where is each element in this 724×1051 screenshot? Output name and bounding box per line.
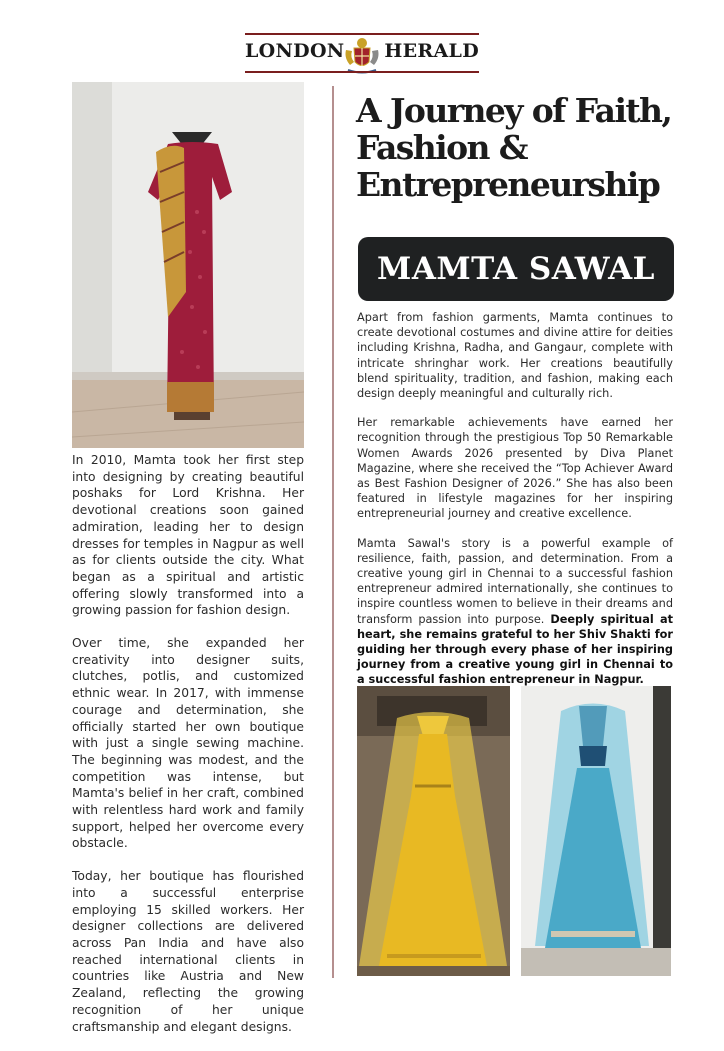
headline-line-1: A Journey of Faith, bbox=[356, 91, 672, 130]
headline-line-3: Entrepreneurship bbox=[356, 165, 660, 204]
blue-lehenga-photo bbox=[521, 686, 671, 976]
left-paragraph-2: Over time, she expanded her creativity into designer suits, clutches, potlis, and customized ethnic wear. In 2017, with immense courage and determination, she officially started her own boutique with just a single sewing machine. The beginning was modest, and the competition was intense, but Mamta's belief in her craft, combined with relentless hard work and family support, helped her overcome every obstacle. bbox=[72, 636, 304, 851]
right-paragraph-2: Her remarkable achievements have earned her recognition through the prestigious Top 50 Remarkable Women Awards 2026 presented by Diva Planet Magazine, where she received the “Top Achiever Award as Best Fashion Designer of 2026.” She has also been featured in lifestyle magazines for her inspiring entrepreneurial journey and creative excellence. bbox=[357, 416, 673, 521]
right-paragraph-1: Apart from fashion garments, Mamta continues to create devotional costumes and divine attire for deities including Krishna, Radha, and Gangaur, complete with intricate shringhar work. Her creations beautifully blend spirituality, tradition, and fashion, making each design deeply meaningful and culturally rich. bbox=[357, 311, 673, 401]
article-headline bbox=[356, 92, 696, 203]
royal-coat-of-arms-icon bbox=[340, 32, 384, 76]
yellow-gown-photo bbox=[357, 686, 510, 976]
masthead-title-left: LONDON bbox=[245, 40, 345, 62]
headline-line-2: Fashion & bbox=[356, 128, 527, 167]
name-badge bbox=[358, 237, 674, 301]
saree-photo bbox=[72, 82, 304, 448]
left-paragraph-1: In 2010, Mamta took her first step into designing by creating beautiful poshaks for Lord Krishna. Her devotional creations soon gained admiration, leading her to design dresses for temples in Nagpur as well as for clients outside the city. What began as a spiritual and artistic offering slowly transformed into a growing passion for fashion design. bbox=[72, 453, 304, 618]
masthead-bottom-rule bbox=[245, 71, 479, 73]
masthead-title-right: HERALD bbox=[384, 40, 479, 62]
left-column-text bbox=[72, 452, 304, 1051]
right-paragraph-3 bbox=[357, 536, 673, 688]
right-column-text bbox=[357, 310, 673, 702]
name-badge-label: MAMTA SAWAL bbox=[377, 251, 655, 287]
left-paragraph-3: Today, her boutique has flourished into a successful enterprise employing 15 skilled workers. Her designer collections are delivered across Pan India and have also reached international clients in countries like Austria and New Zealand, reflecting the growing recognition of her unique craftsmanship and elegant designs. bbox=[72, 869, 304, 1034]
right-paragraph-3-bold: Deeply spiritual at heart, she remains grateful to her Shiv Shakti for guiding her through every phase of her inspiring journey from a creative young girl in Chennai to a successful fashion entrepreneur in Nagpur. bbox=[357, 612, 673, 687]
masthead bbox=[245, 30, 479, 76]
right-paragraph-3-text: Mamta Sawal's story is a powerful example of resilience, faith, passion, and determination. From a creative young girl in Chennai to a successful fashion entrepreneur admired internationally, she continues to inspire countless women to believe in their dreams and transform passion into purpose. bbox=[357, 536, 673, 626]
column-divider bbox=[332, 86, 334, 978]
